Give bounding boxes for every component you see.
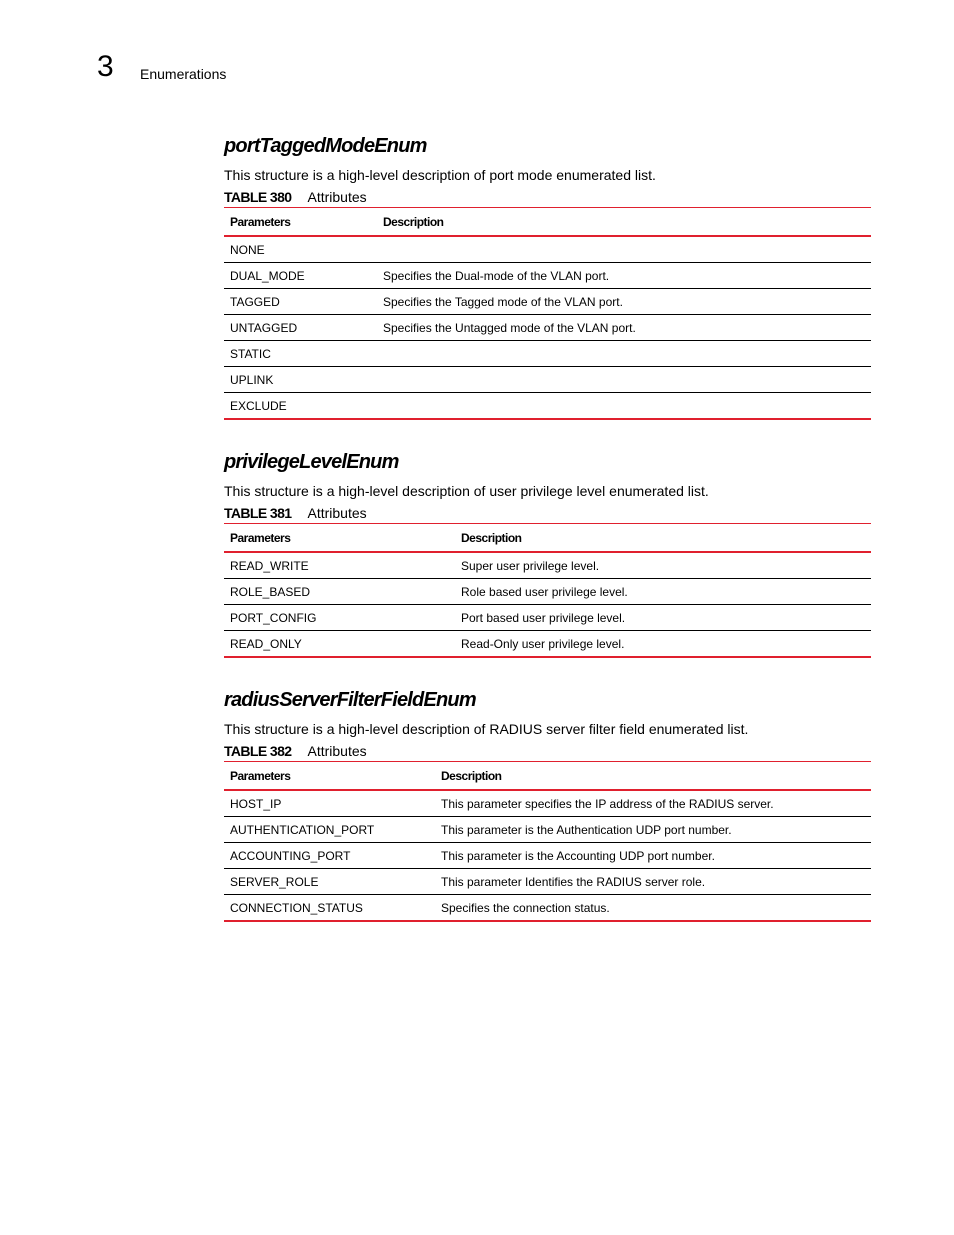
table-row [224,579,871,605]
table-row [224,790,871,817]
description-cell [377,367,871,393]
description-cell: Specifies the connection status. [435,895,871,922]
description-cell [377,341,871,367]
section-title: privilegeLevelEnum [224,451,399,473]
description-cell: Role based user privilege level. [455,579,871,605]
table-caption [224,187,871,207]
table-row [224,236,871,263]
description-cell [377,236,871,263]
table-row [224,289,871,315]
table-row [224,393,871,420]
table-row [224,817,871,843]
description-cell: Port based user privilege level. [455,605,871,631]
table-row [224,315,871,341]
table-caption [224,503,871,523]
parameter-cell: ROLE_BASED [224,579,455,605]
column-header-description: Description [435,762,871,791]
parameter-cell: UPLINK [224,367,377,393]
column-header-description: Description [377,208,871,237]
parameter-cell: HOST_IP [224,790,435,817]
description-cell: This parameter specifies the IP address of the RADIUS server. [435,790,871,817]
attributes-table [224,523,871,658]
section-title: portTaggedModeEnum [224,135,427,157]
section-title: radiusServerFilterFieldEnum [224,689,476,711]
description-cell: This parameter Identifies the RADIUS server role. [435,869,871,895]
section-intro: This structure is a high-level description of user privilege level enumerated list. [224,483,709,499]
column-header-parameters: Parameters [224,524,455,553]
column-header-parameters: Parameters [224,762,435,791]
attributes-table [224,761,871,922]
table-caption [224,741,871,761]
table-row [224,605,871,631]
parameter-cell: CONNECTION_STATUS [224,895,435,922]
description-cell: Read-Only user privilege level. [455,631,871,658]
table-row [224,367,871,393]
parameter-cell: SERVER_ROLE [224,869,435,895]
description-cell: This parameter is the Accounting UDP port number. [435,843,871,869]
section-privilege-level-enum [224,447,871,658]
section-radius-server-filter-field-enum [224,685,871,922]
description-cell: Specifies the Tagged mode of the VLAN port. [377,289,871,315]
table-header-row [224,524,871,553]
parameter-cell: DUAL_MODE [224,263,377,289]
table-number: TABLE 381 [224,505,292,521]
chapter-number: 3 [97,50,114,83]
description-cell [377,393,871,420]
parameter-cell: READ_ONLY [224,631,455,658]
description-cell: Super user privilege level. [455,552,871,579]
attributes-table [224,207,871,420]
parameter-cell: AUTHENTICATION_PORT [224,817,435,843]
section-port-tagged-mode-enum [224,131,871,420]
table-caption-text: Attributes [307,505,367,521]
chapter-title: Enumerations [140,66,227,82]
table-row [224,843,871,869]
table-caption-text: Attributes [307,189,367,205]
table-row [224,341,871,367]
table-row [224,263,871,289]
parameter-cell: STATIC [224,341,377,367]
column-header-parameters: Parameters [224,208,377,237]
table-row [224,869,871,895]
parameter-cell: UNTAGGED [224,315,377,341]
parameter-cell: READ_WRITE [224,552,455,579]
table-caption-text: Attributes [307,743,367,759]
table-number: TABLE 382 [224,743,292,759]
table-row [224,631,871,658]
parameter-cell: ACCOUNTING_PORT [224,843,435,869]
table-number: TABLE 380 [224,189,292,205]
column-header-description: Description [455,524,871,553]
parameter-cell: TAGGED [224,289,377,315]
parameter-cell: EXCLUDE [224,393,377,420]
description-cell: Specifies the Dual-mode of the VLAN port. [377,263,871,289]
table-header-row [224,208,871,237]
table-header-row [224,762,871,791]
parameter-cell: NONE [224,236,377,263]
table-row [224,552,871,579]
description-cell: Specifies the Untagged mode of the VLAN port. [377,315,871,341]
parameter-cell: PORT_CONFIG [224,605,455,631]
section-intro: This structure is a high-level description of port mode enumerated list. [224,167,656,183]
description-cell: This parameter is the Authentication UDP port number. [435,817,871,843]
table-row [224,895,871,922]
section-intro: This structure is a high-level description of RADIUS server filter field enumerated list. [224,721,749,737]
